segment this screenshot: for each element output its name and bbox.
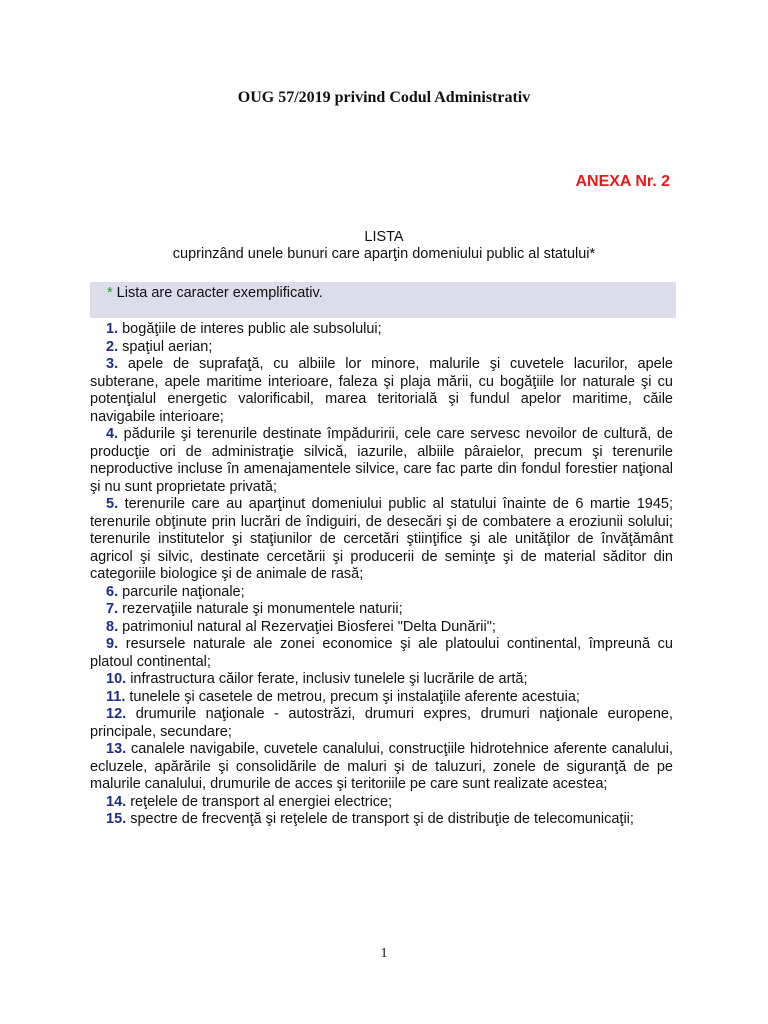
item-number: 7. [106,601,119,617]
list-item [90,811,673,829]
list-item [90,741,673,794]
item-text: canalele navigabile, cuvetele canalului, construcţiile hidrotehnice aferente canalului, ecluzele, apărările şi consolidările de maluri şi de taluzuri, zonele de siguranţă de pe malurile canalului, drumurile de acces şi teritoriile pe care sunt realizate acestea; [90,741,673,792]
item-text: parcurile naţionale; [118,583,245,600]
list-subtitle: cuprinzând unele bunuri care aparţin domeniului public al statului* [172,246,596,262]
item-text: resursele naturale ale zonei economice şi ale platoului continental, împreună cu platoul continental; [90,636,673,670]
item-number: 8. [106,618,119,635]
item-number: 6. [106,583,119,600]
item-text: reţelele de transport al energiei electrice; [126,793,393,810]
item-text: tunelele şi casetele de metrou, precum şi instalaţiile aferente acestuia; [125,688,580,705]
list-item [90,356,673,426]
item-number: 9. [106,636,119,652]
item-text: pădurile şi terenurile destinate împăduririi, cele care servesc nevoilor de cultură, de producţie ori de administraţie silvică, iazurile, albiile pâraielor, precum şi terenurile neproductive incluse în amenajamentele silvice, care fac parte din fondul forestier naţional şi nu sunt proprietate privată; [90,426,673,495]
list-item [90,619,673,637]
items-list [90,321,673,829]
item-text: infrastructura căilor ferate, inclusiv tunelele şi lucrările de artă; [126,671,528,687]
item-text: terenurile care au aparţinut domeniului public al statului înainte de 6 martie 1945; terenurile obţinute prin lucrări de îndiguiri, de desecări şi de combatere a eroziunii solului; terenurile institutelor şi staţiunilor de cercetări ştiinţifice şi ale unităţilor de învăţământ agricol şi silvic, destinate cercetării şi producerii de seminţe şi de material săditor din categoriile biologice şi de animale de rasă; [90,496,673,582]
list-item [90,339,673,357]
list-item [90,601,673,619]
item-number: 10. [106,671,127,687]
list-item [90,689,673,707]
item-number: 14. [106,793,127,810]
list-item [90,426,673,496]
item-text: spaţiul aerian; [118,338,213,355]
item-text: bogăţiile de interes public ale subsolului; [118,321,382,337]
item-text: drumurile naţionale - autostrăzi, drumuri expres, drumuri naţionale europene, principale, secundare; [90,706,673,740]
item-number: 12. [106,706,127,722]
list-title: LISTA [364,229,404,245]
item-number: 15. [106,811,127,827]
page-number: 1 [380,946,388,961]
item-text: spectre de frecvenţă şi reţelele de transport şi de distribuţie de telecomunicaţii; [126,811,634,827]
note-box [90,282,676,318]
item-text: apele de suprafaţă, cu albiile lor minore, malurile şi cuvetele lacurilor, apele subterane, apele maritime interioare, faleza şi plaja mării, cu bogăţiile lor naturale şi cu potenţialul energetic valorificabil, marea teritorială şi fundul apelor maritime, căile navigabile interioare; [90,356,673,425]
item-text: rezervaţiile naturale şi monumentele naturii; [118,601,403,617]
item-number: 13. [106,741,127,757]
item-number: 11. [106,688,126,705]
item-number: 4. [106,426,119,442]
note-text: Lista are caracter exemplificativ. [112,285,323,301]
list-item [90,496,673,584]
item-number: 1. [106,321,119,337]
item-number: 2. [106,338,119,355]
item-number: 3. [106,356,119,372]
list-item [90,636,673,671]
list-item [90,706,673,741]
document-title: OUG 57/2019 privind Codul Administrativ [237,89,531,106]
annex-label: ANEXA Nr. 2 [575,173,670,190]
list-item [90,584,673,602]
item-number: 5. [106,496,119,512]
item-text: patrimoniul natural al Rezervaţiei Biosferei "Delta Dunării"; [118,618,496,635]
list-item [90,671,673,689]
list-item [90,794,673,812]
note-asterisk: * [107,285,113,301]
list-item [90,321,673,339]
